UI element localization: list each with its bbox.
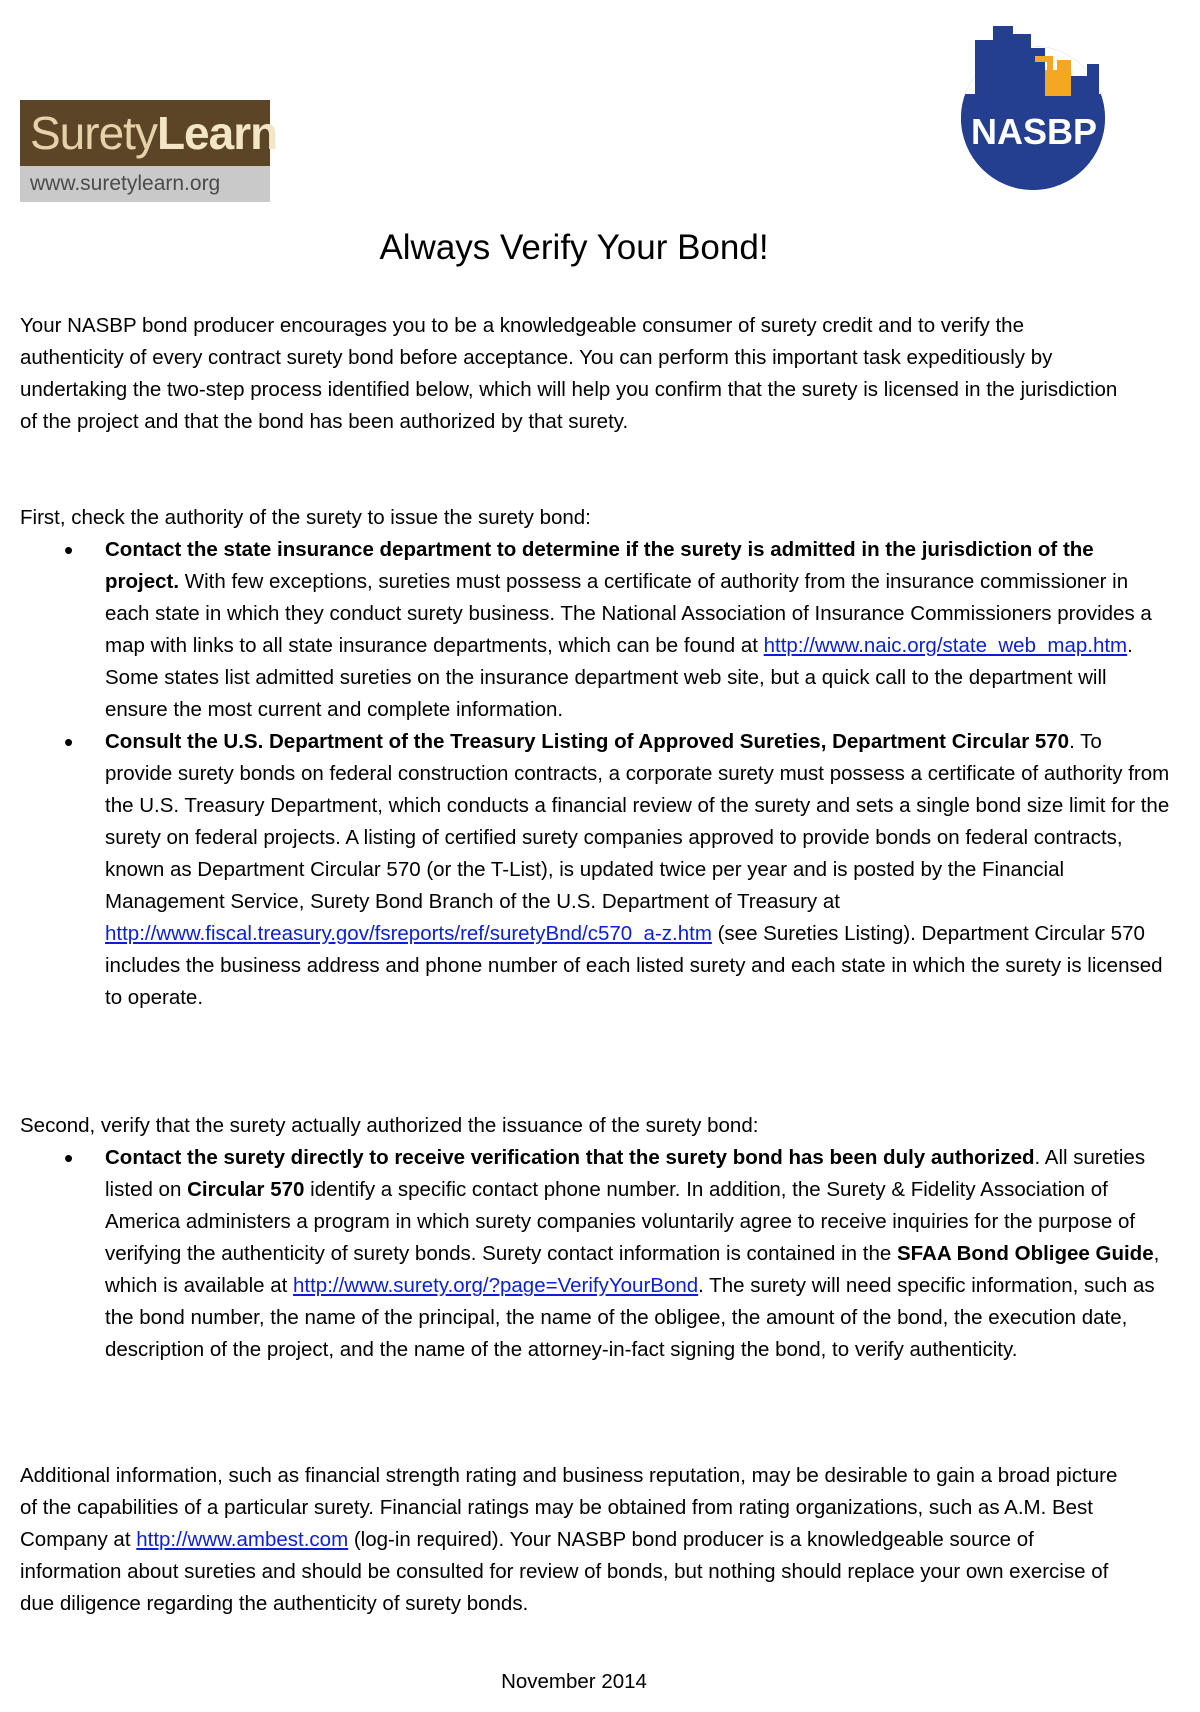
treasury-circular-link[interactable]: http://www.fiscal.treasury.gov/fsreports/ref/suretyBnd/c570_a-z.htm [105,922,712,945]
suretylearn-logo-wordmark [20,100,278,166]
second-step-list [20,1142,1168,1366]
additional-info-paragraph [20,1460,1130,1620]
bullet-text: . Some states list admitted sureties on the insurance department web site, but a quick call to the department will ensure the most current and complete information. [105,634,1133,721]
suretylearn-logo-word2: Learn [156,107,278,159]
bullet-text: identify a specific contact phone number. In addition, the Surety & Fidelity Association of America administers a program in which surety companies voluntarily agree to receive inquiries for the purpose of verifying the authenticity of surety bonds. Surety contact information is contained in the [105,1178,1136,1265]
suretylearn-logo-url: www.suretylearn.org [20,166,270,202]
additional-text: (log-in required). Your NASBP bond producer is a knowledgeable source of information about sureties and should be consulted for review of bonds, but nothing should replace your own exercise of due diligence regarding the authenticity of surety bonds. [20,1528,1109,1615]
ambest-link[interactable]: http://www.ambest.com [136,1528,349,1551]
suretylearn-logo-word1: Surety [30,107,157,159]
sfaa-guide-bold: SFAA Bond Obligee Guide [896,1242,1154,1265]
bullet-heading: Contact the state insurance department to determine if the surety is admitted in the jurisdiction of the project. [105,538,1094,593]
second-step-section [20,1110,1168,1366]
nasbp-logo [940,20,1120,200]
bullet-heading: Contact the surety directly to receive verification that the surety bond has been duly authorized [105,1146,1035,1169]
bullet-text: . To provide surety bonds on federal construction contracts, a corporate surety must possess a certificate of authority from the U.S. Treasury Department, which conducts a financial review of the surety and sets a single bond size limit for the surety on federal projects. A listing of certified surety companies approved to provide bonds on federal contracts, known as Department Circular 570 (or the T-List), is updated twice per year and is posted by the Financial Management Service, Surety Bond Branch of the U.S. Department of Treasury at [105,730,1170,913]
document-date: November 2014 [501,1670,647,1693]
first-step-lead: First, check the authority of the surety to issue the surety bond: [20,506,591,529]
list-item [20,534,1170,726]
bullet-text: , which is available at [105,1242,1160,1297]
bullet-text: With few exceptions, sureties must possess a certificate of authority from the insurance commissioner in each state in which they conduct surety business. The National Association of Insurance Commissioners provides a map with links to all state insurance departments, which can be found at [105,570,1152,657]
additional-text: Additional information, such as financial strength rating and business reputation, may be desirable to gain a broad picture of the capabilities of a particular surety. Financial ratings may be obtained from rating organizations, such as A.M. Best Company at [20,1464,1118,1551]
bullet-text: . The surety will need specific information, such as the bond number, the name of the principal, the name of the obligee, the amount of the bond, the execution date, description of the project, and the name of the attorney-in-fact signing the bond, to verify authenticity. [105,1274,1155,1361]
intro-paragraph: Your NASBP bond producer encourages you to be a knowledgeable consumer of surety credit and to verify the authenticity of every contract surety bond before acceptance. You can perform this important task expeditiously by undertaking the two-step process identified below, which will help you confirm that the surety is licensed in the jurisdiction of the project and that the bond has been authorized by that surety. [20,314,1118,433]
nasbp-logo-text: NASBP [970,111,1098,152]
bullet-text: . All sureties listed on [105,1146,1146,1201]
list-item [20,726,1170,1014]
list-item [20,1142,1170,1366]
bullet-heading: Consult the U.S. Department of the Treasury Listing of Approved Sureties, Department Circular 570 [105,730,1070,753]
first-step-section [20,502,1168,1014]
second-step-lead: Second, verify that the surety actually authorized the issuance of the surety bond: [20,1114,759,1137]
suretylearn-logo [20,100,278,202]
bullet-text: (see Sureties Listing). Department Circular 570 includes the business address and phone number of each listed surety and each state in which the surety is licensed to operate. [105,922,1163,1009]
nasbp-logo-graphic [940,20,1120,200]
surety-verify-link[interactable]: http://www.surety.org/?page=VerifyYourBond [293,1274,699,1297]
circular-570-bold: Circular 570 [187,1178,305,1201]
first-step-list [20,534,1168,1014]
page-title: Always Verify Your Bond! [379,228,769,267]
naic-map-link[interactable]: http://www.naic.org/state_web_map.htm [763,634,1128,657]
